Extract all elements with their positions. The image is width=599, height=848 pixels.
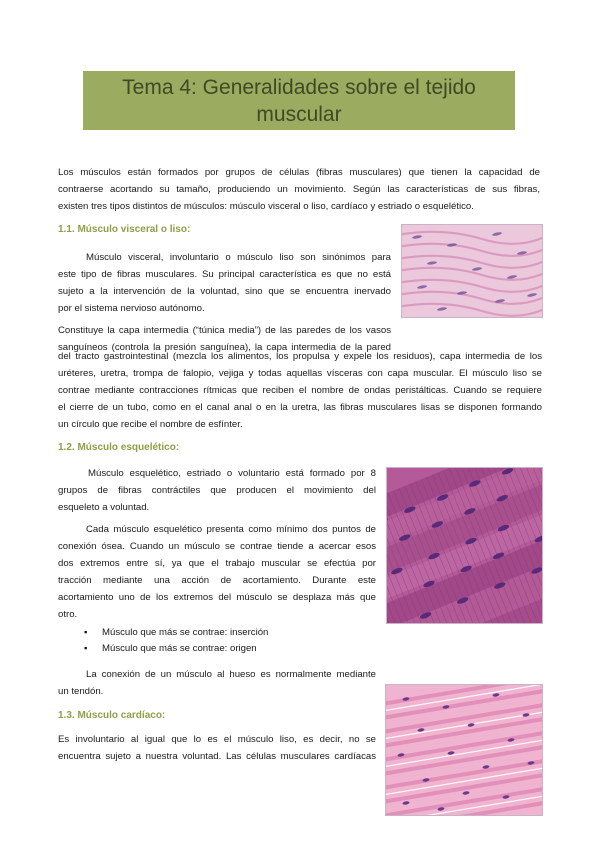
page-title-line2: muscular [256,103,342,126]
section-heading-cardiac: 1.3. Músculo cardíaco: [58,710,166,721]
text-line: La conexión de un músculo al hueso es normalmente mediante [86,669,376,680]
skeletal-paragraph-3 [58,666,376,700]
text-line: este tipo de fibras musculares. Su principal característica es que no está [58,269,391,280]
cardiac-muscle-image [385,684,543,816]
page-title [83,71,515,130]
bullet-text: Músculo que más se contrae: origen [102,643,257,654]
text-line: otro. [58,609,78,620]
skeletal-muscle-image [386,467,543,624]
text-line: grupos de fibras contráctiles que producen el movimiento del [58,485,376,496]
text-line: tracción mediante una acción de acortamiento. Durante este [58,575,376,586]
text-line: conexión ósea. Cuando un músculo se contrae tiende a acercar esos [58,541,376,552]
text-line: Los músculos están formados por grupos de células (fibras musculares) que tienen la capacidad de [58,167,540,178]
bullet-icon: ▪ [84,643,88,654]
text-line: existen tres tipos distintos de músculos: músculo visceral o liso, cardíaco y estriado o esquelético. [58,201,474,212]
text-line: Músculo visceral, involuntario o músculo liso son sinónimos para [86,252,391,263]
text-line: por el sistema nervioso autónomo. [58,303,205,314]
text-line: dos extremos entre sí, ya que el trabajo muscular se efectúa por [58,558,376,569]
section-heading-skeletal: 1.2. Músculo esquelético: [58,442,180,453]
bullet-text: Músculo que más se contrae: inserción [102,627,269,638]
text-line: un tendón. [58,686,104,697]
text-line: el cierre de un tubo, como en el canal anal o en la uretra, las fibras musculares lisas se disponen formando [58,402,542,413]
smooth-muscle-image [401,224,543,318]
skeletal-paragraph-1 [58,465,376,516]
text-line: sanguíneos (controla la presión sanguínea), la capa intermedia de la pared [58,342,391,353]
section-heading-smooth: 1.1. Músculo visceral o liso: [58,224,191,235]
text-line: Constituye la capa intermedia (“túnica media”) de las paredes de los vasos [58,325,391,336]
text-line: encuentra sujeto a nuestra voluntad. Las células musculares cardíacas [58,751,376,762]
text-line: del tracto gastrointestinal (mezcla los alimentos, los propulsa y expele los residuos), capa intermedia de los [58,351,542,362]
text-line: Cada músculo esquelético presenta como mínimo dos puntos de [86,524,376,535]
text-line: Músculo esquelético, estriado o voluntario está formado por 8 [88,468,376,479]
bullet-icon: ▪ [84,627,88,638]
text-line: contraerse acortando su tamaño, produciendo un movimiento. Según las características de sus fibras, [58,184,540,195]
text-line: sujeto a la intervención de la voluntad, sino que se encuentra inervado [58,286,391,297]
skeletal-paragraph-2 [58,521,376,623]
text-line: contrae mediante contracciones rítmicas que reciben el nombre de ondas peristálticas. Cuando se requiere [58,385,542,396]
intro-paragraph [58,164,540,215]
text-line: Es involuntario al igual que lo es el músculo liso, es decir, no se [58,734,376,745]
smooth-paragraph-1 [58,249,391,317]
text-line: esqueleto a voluntad. [58,502,150,513]
text-line: uréteres, uretra, trompa de falopio, vejiga y todas aquellas vísceras con capa muscular. El músculo liso se [58,368,542,379]
cardiac-paragraph-1 [58,731,376,765]
page-title-line1: Tema 4: Generalidades sobre el tejido [122,76,476,99]
smooth-paragraph-2-bottom [58,348,542,433]
text-line: acortamiento uno de los extremos del músculo se desplaza más que [58,592,376,603]
text-line: un círculo que recibe el nombre de esfínter. [58,419,243,430]
